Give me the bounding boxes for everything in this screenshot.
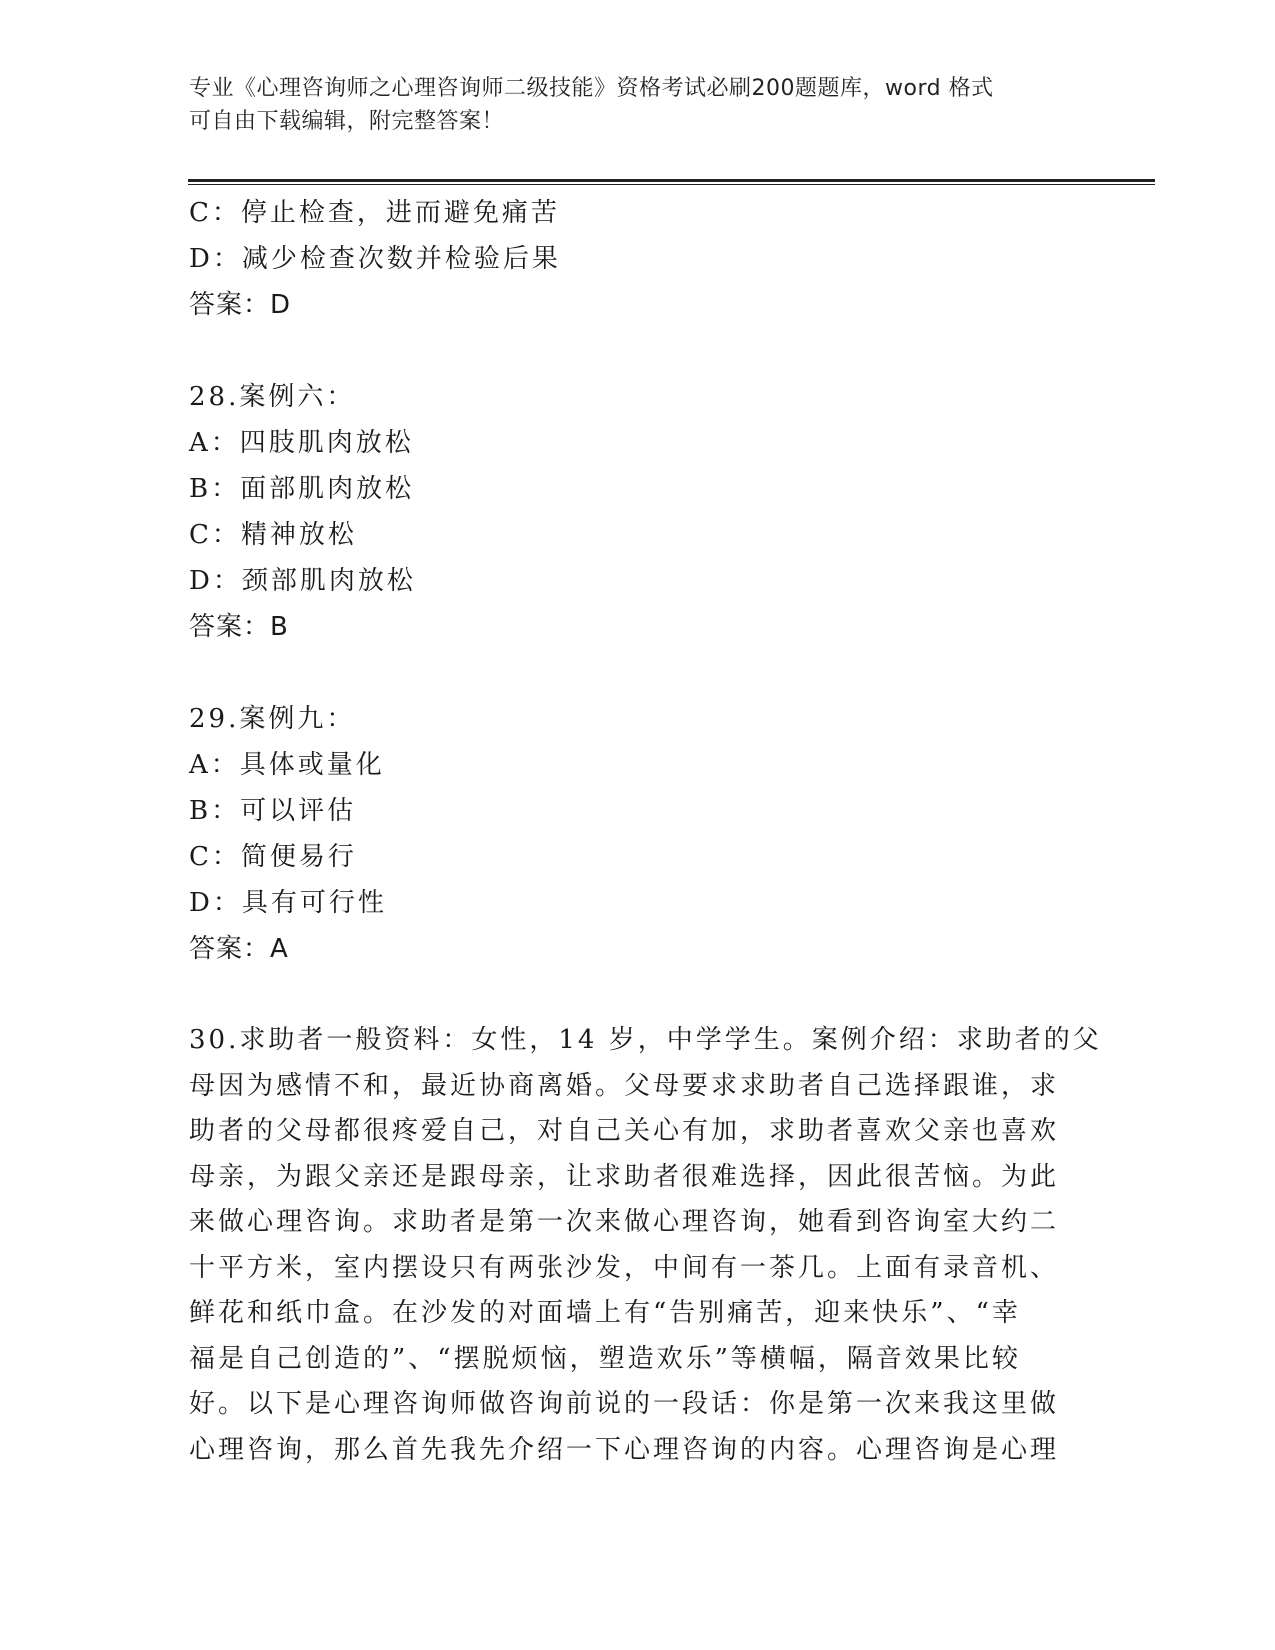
- paragraph-line: 鲜花和纸巾盒。在沙发的对面墙上有“告别痛苦，迎来快乐”、“幸: [189, 1298, 1021, 1328]
- question-28: [189, 374, 1089, 650]
- option-c: C：精神放松: [189, 520, 357, 550]
- spacer: [189, 650, 1089, 696]
- option-d: D：颈部肌肉放松: [189, 566, 416, 596]
- header-divider: [188, 179, 1155, 182]
- question-title: 28.案例六：: [189, 382, 356, 412]
- paragraph-line: 福是自己创造的”、“摆脱烦恼，塑造欢乐”等横幅，隔音效果比较: [189, 1343, 1021, 1374]
- header-line-2: 可自由下载编辑，附完整答案！: [189, 109, 505, 134]
- paragraph-line: 好。以下是心理咨询师做咨询前说的一段话：你是第一次来我这里做: [189, 1389, 1060, 1419]
- option-d: D：具有可行性: [189, 888, 387, 918]
- question-30: [189, 1018, 1102, 1473]
- option-b: B：面部肌肉放松: [189, 474, 415, 504]
- header-line-1: 专业《心理咨询师之心理咨询师二级技能》资格考试必刷200题题库，word 格式: [189, 76, 994, 101]
- paragraph-line: 助者的父母都很疼爱自己，对自己关心有加，求助者喜欢父亲也喜欢: [189, 1116, 1060, 1146]
- option-a: A：四肢肌肉放松: [189, 428, 414, 458]
- paragraph-line: 母因为感情不和，最近协商离婚。父母要求求助者自己选择跟谁，求: [189, 1070, 1060, 1101]
- option-c: C：停止检查，进而避免痛苦: [189, 198, 560, 228]
- option-d: D：减少检查次数并检验后果: [189, 244, 561, 274]
- paragraph-line: 母亲，为跟父亲还是跟母亲，让求助者很难选择，因此很苦恼。为此: [189, 1161, 1060, 1192]
- paragraph-line: 十平方米，室内摆设只有两张沙发，中间有一茶几。上面有录音机、: [189, 1252, 1060, 1283]
- paragraph-line: 心理咨询，那么首先我先介绍一下心理咨询的内容。心理咨询是心理: [189, 1434, 1060, 1465]
- paragraph-line: 来做心理咨询。求助者是第一次来做心理咨询，她看到咨询室大约二: [189, 1207, 1060, 1237]
- option-c: C：简便易行: [189, 842, 357, 872]
- answer: 答案：D: [189, 290, 292, 320]
- question-title: 29.案例九：: [189, 704, 356, 734]
- question-list: [189, 190, 1102, 1473]
- answer: 答案：B: [189, 612, 289, 642]
- option-a: A：具体或量化: [189, 750, 385, 780]
- document-header: [189, 72, 1069, 138]
- header-divider-thin: [188, 184, 1155, 185]
- question-29: [189, 696, 1089, 972]
- question-27-tail: [189, 190, 1089, 328]
- spacer: [189, 328, 1089, 374]
- option-b: B：可以评估: [189, 796, 357, 826]
- spacer: [189, 972, 1089, 1018]
- paragraph-line: 30.求助者一般资料：女性，14 岁，中学学生。案例介绍：求助者的父: [189, 1025, 1102, 1055]
- answer: 答案：A: [189, 934, 289, 964]
